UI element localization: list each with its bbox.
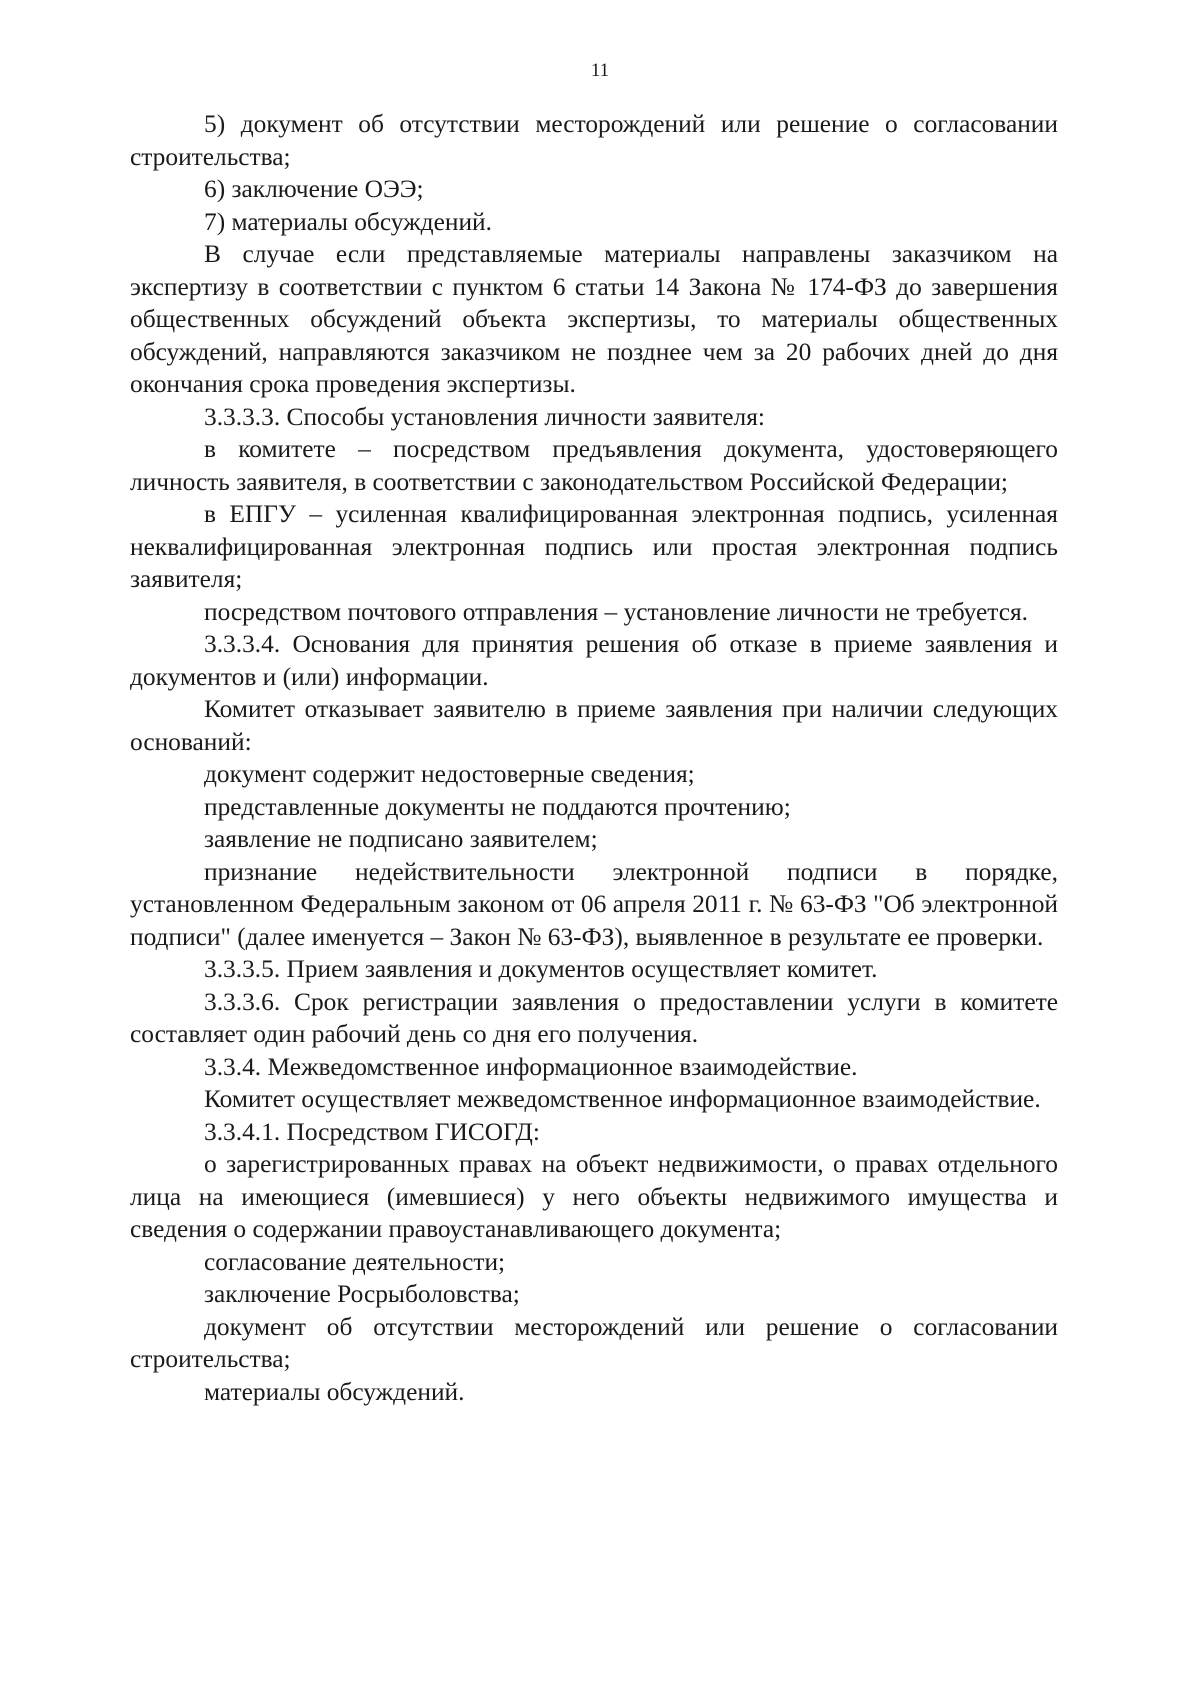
refusal-reason-4: признание недействительности электронной подписи в порядке, установленном Федеральным законом от 06 апреля 2011 г. № 63-ФЗ "Об электронной подписи" (далее именуется – Закон № 63-ФЗ), выявленное в результате ее проверки. [130,857,1058,951]
section-3-3-3-4-heading: 3.3.3.4. Основания для принятия решения об отказе в приеме заявления и документов и (или) информации. [130,630,1058,691]
paragraph-deposits-document: документ об отсутствии месторождений или решение о согласовании строительства; [130,1312,1058,1373]
paragraph-activity-approval: согласование деятельности; [204,1247,506,1276]
section-3-3-3-5: 3.3.3.5. Прием заявления и документов осуществляет комитет. [204,955,878,983]
paragraph-discussion-materials: материалы обсуждений. [204,1377,465,1406]
paragraph-list-item-6: 6) заключение ОЭЭ; [204,175,424,203]
paragraph-list-item-7: 7) материалы обсуждений. [204,207,492,236]
section-3-3-4-1-heading: 3.3.4.1. Посредством ГИСОГД: [204,1117,540,1146]
document-body [130,108,1058,1408]
section-3-3-3-6: 3.3.3.6. Срок регистрации заявления о предоставлении услуги в комитете составляет один рабочий день со дня его получения. [130,987,1058,1048]
paragraph-rosrybolovstvo: заключение Росрыболовства; [204,1280,520,1308]
paragraph-interagency: Комитет осуществляет межведомственное информационное взаимодействие. [204,1085,1041,1113]
paragraph-registered-rights: о зарегистрированных правах на объект недвижимости, о правах отдельного лица на имеющиеся (имевшиеся) у него объекты недвижимого имущества и сведения о содержании правоустанавливающего документа; [130,1150,1058,1243]
refusal-reason-3: заявление не подписано заявителем; [204,825,598,853]
paragraph-list-item-5: 5) документ об отсутствии месторождений или решение о согласовании строительства; [130,110,1058,171]
refusal-reason-1: документ содержит недостоверные сведения; [204,760,695,788]
paragraph-identity-epgu: в ЕПГУ – усиленная квалифицированная электронная подпись, усиленная неквалифицированная электронная подпись или простая электронная подпись заявителя; [130,500,1058,593]
section-3-3-3-3-heading: 3.3.3.3. Способы установления личности заявителя: [204,402,765,431]
page-number: 11 [590,60,610,81]
paragraph-refusal-intro: Комитет отказывает заявителю в приеме заявления при наличии следующих оснований: [130,695,1058,756]
paragraph-identity-committee: в комитете – посредством предъявления документа, удостоверяющего личность заявителя, в соответствии с законодательством Российской Федерации; [130,435,1058,496]
section-3-3-4-heading: 3.3.4. Межведомственное информационное взаимодействие. [204,1052,858,1081]
refusal-reason-2: представленные документы не поддаются прочтению; [204,792,791,821]
paragraph-public-discussions: В случае если представляемые материалы направлены заказчиком на экспертизу в соответствии с пунктом 6 статьи 14 Закона № 174-ФЗ до завершения общественных обсуждений объекта экспертизы, то материалы общественных обсуждений, направляются заказчиком не позднее чем за 20 рабочих дней до дня окончания срока проведения экспертизы. [130,240,1058,398]
paragraph-identity-post: посредством почтового отправления – установление личности не требуется. [204,597,1028,626]
